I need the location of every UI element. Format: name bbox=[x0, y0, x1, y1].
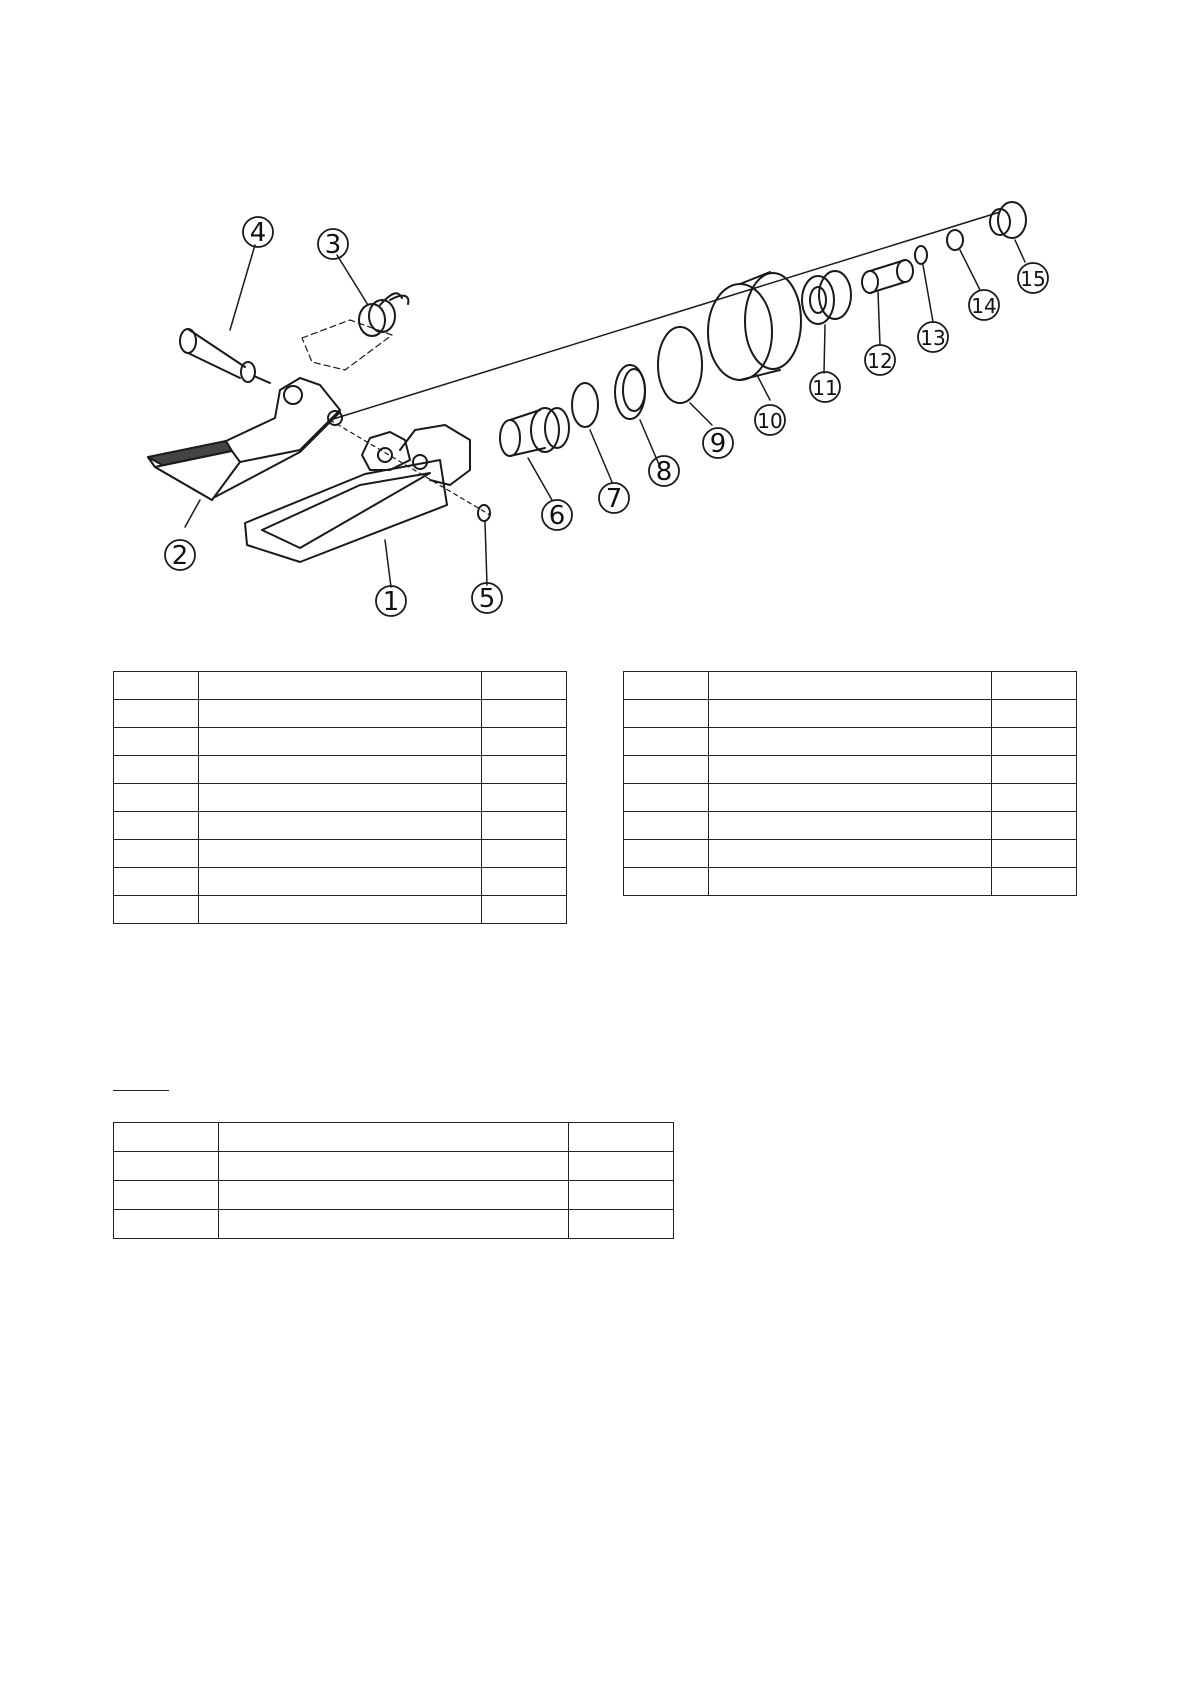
table-cell bbox=[114, 812, 199, 840]
part-10-drum bbox=[708, 272, 801, 380]
table-cell bbox=[114, 868, 199, 896]
table-cell bbox=[569, 1210, 674, 1239]
table-cell bbox=[114, 1181, 219, 1210]
part-15-cap bbox=[990, 202, 1026, 238]
table-cell bbox=[709, 756, 992, 784]
callout-10: 10 bbox=[757, 409, 783, 433]
table-cell bbox=[482, 672, 567, 700]
part-6-bushing bbox=[500, 408, 569, 456]
table-row bbox=[114, 672, 567, 700]
table-cell bbox=[624, 672, 709, 700]
part-8-seal bbox=[615, 365, 645, 419]
table-cell bbox=[569, 1152, 674, 1181]
table-row bbox=[624, 840, 1077, 868]
table-cell bbox=[624, 812, 709, 840]
table-cell bbox=[709, 840, 992, 868]
callout-6: 6 bbox=[548, 501, 566, 531]
table-row bbox=[114, 784, 567, 812]
table-row bbox=[114, 1152, 674, 1181]
table-cell bbox=[114, 700, 199, 728]
table-row bbox=[114, 896, 567, 924]
table-cell bbox=[199, 896, 482, 924]
table-cell bbox=[624, 840, 709, 868]
part-12-valve bbox=[862, 260, 913, 293]
table-cell bbox=[482, 728, 567, 756]
table-cell bbox=[992, 756, 1077, 784]
part-1-base-pedal bbox=[245, 425, 470, 562]
table-row bbox=[114, 700, 567, 728]
table-cell bbox=[992, 840, 1077, 868]
table-row bbox=[624, 784, 1077, 812]
table-row bbox=[114, 1210, 674, 1239]
part-4-pin bbox=[180, 329, 270, 383]
callout-13: 13 bbox=[920, 326, 946, 350]
callout-7: 7 bbox=[605, 484, 623, 514]
table-cell bbox=[992, 672, 1077, 700]
table-cell bbox=[482, 784, 567, 812]
table-cell bbox=[114, 1210, 219, 1239]
table-row bbox=[114, 812, 567, 840]
table-row bbox=[114, 868, 567, 896]
table-cell bbox=[482, 812, 567, 840]
table-cell bbox=[709, 784, 992, 812]
callout-3: 3 bbox=[324, 230, 342, 260]
table-cell bbox=[624, 728, 709, 756]
callout-8: 8 bbox=[655, 457, 673, 487]
table-row bbox=[114, 840, 567, 868]
table-cell bbox=[199, 672, 482, 700]
table-cell bbox=[199, 812, 482, 840]
table-cell bbox=[624, 868, 709, 896]
parts-table-left bbox=[113, 671, 567, 924]
callout-14: 14 bbox=[971, 294, 997, 318]
table-row bbox=[114, 756, 567, 784]
table-cell bbox=[114, 784, 199, 812]
table-cell bbox=[624, 700, 709, 728]
table-cell bbox=[624, 784, 709, 812]
table-cell bbox=[219, 1152, 569, 1181]
table-cell bbox=[709, 812, 992, 840]
callout-5: 5 bbox=[478, 584, 496, 614]
part-11-sleeve bbox=[802, 271, 851, 324]
table-cell bbox=[482, 896, 567, 924]
callout-11: 11 bbox=[812, 376, 838, 400]
table-cell bbox=[482, 700, 567, 728]
table-cell bbox=[624, 756, 709, 784]
table-cell bbox=[219, 1181, 569, 1210]
part-9-o-ring bbox=[658, 327, 702, 403]
part-5-clip bbox=[478, 505, 490, 521]
assembly-axis-line bbox=[330, 212, 1000, 420]
table-cell bbox=[992, 784, 1077, 812]
table-row bbox=[114, 1181, 674, 1210]
table-row bbox=[114, 1123, 674, 1152]
table-row bbox=[114, 728, 567, 756]
table-row bbox=[624, 700, 1077, 728]
table-cell bbox=[219, 1210, 569, 1239]
table-cell bbox=[199, 868, 482, 896]
table-row bbox=[624, 728, 1077, 756]
table-cell bbox=[992, 868, 1077, 896]
parts-table-bottom bbox=[113, 1122, 674, 1239]
table-cell bbox=[114, 840, 199, 868]
table-cell bbox=[482, 756, 567, 784]
callout-1: 1 bbox=[382, 587, 400, 617]
note-heading-underline bbox=[113, 1090, 169, 1091]
parts-table-right bbox=[623, 671, 1077, 896]
table-cell bbox=[709, 728, 992, 756]
callout-12: 12 bbox=[867, 349, 893, 373]
table-cell bbox=[114, 728, 199, 756]
part-2-pedal-lever bbox=[148, 378, 342, 500]
table-cell bbox=[199, 840, 482, 868]
table-cell bbox=[569, 1123, 674, 1152]
table-cell bbox=[219, 1123, 569, 1152]
table-row bbox=[624, 868, 1077, 896]
table-cell bbox=[482, 868, 567, 896]
part-13-washer bbox=[915, 246, 927, 264]
pin-axis-line bbox=[330, 420, 490, 515]
table-row bbox=[624, 812, 1077, 840]
table-cell bbox=[199, 756, 482, 784]
table-cell bbox=[114, 896, 199, 924]
callout-4: 4 bbox=[249, 218, 267, 248]
part-14-ring bbox=[947, 230, 963, 250]
table-cell bbox=[992, 700, 1077, 728]
table-cell bbox=[482, 840, 567, 868]
table-cell bbox=[709, 868, 992, 896]
callout-9: 9 bbox=[709, 429, 727, 459]
table-cell bbox=[199, 784, 482, 812]
table-cell bbox=[709, 672, 992, 700]
part-7-ring bbox=[572, 383, 598, 427]
table-cell bbox=[114, 1152, 219, 1181]
table-cell bbox=[114, 756, 199, 784]
table-cell bbox=[569, 1181, 674, 1210]
table-cell bbox=[199, 728, 482, 756]
callout-2: 2 bbox=[171, 541, 189, 571]
table-row bbox=[624, 672, 1077, 700]
table-cell bbox=[114, 672, 199, 700]
table-row bbox=[624, 756, 1077, 784]
table-cell bbox=[992, 812, 1077, 840]
table-cell bbox=[709, 700, 992, 728]
callout-15: 15 bbox=[1020, 267, 1046, 291]
part-3-spring bbox=[302, 293, 408, 370]
table-cell bbox=[992, 728, 1077, 756]
exploded-parts-diagram bbox=[0, 0, 1191, 640]
table-cell bbox=[199, 700, 482, 728]
table-cell bbox=[114, 1123, 219, 1152]
